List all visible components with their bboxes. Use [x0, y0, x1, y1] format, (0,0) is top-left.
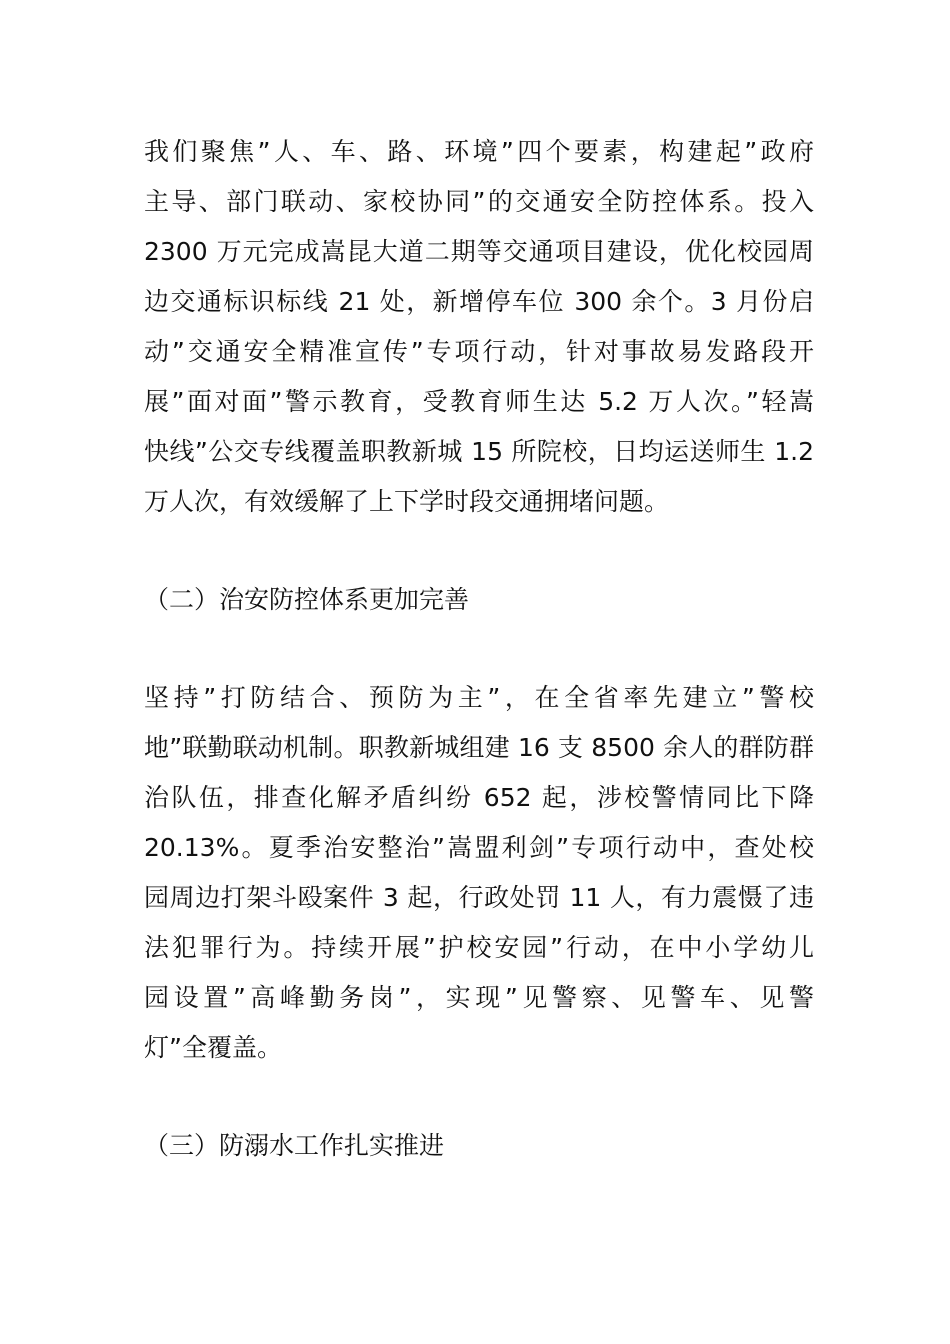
text-line: 万人次，有效缓解了上下学时段交通拥堵问题。: [144, 487, 670, 516]
text-line: 2300 万元完成嵩昆大道二期等交通项目建设，优化校园周: [144, 237, 814, 266]
text-line: 主导、部门联动、家校协同”的交通安全防控体系。投入: [144, 187, 814, 216]
text-line: 灯”全覆盖。: [144, 1033, 282, 1062]
section-heading-security: [144, 575, 814, 625]
paragraph-public-security: [144, 673, 814, 1073]
text-line: 坚持”打防结合、预防为主”，在全省率先建立”警校: [144, 683, 814, 712]
text-line: 园周边打架斗殴案件 3 起，行政处罚 11 人，有力震慑了违: [144, 883, 814, 912]
text-line: 治队伍，排查化解矛盾纠纷 652 起，涉校警情同比下降: [144, 783, 814, 812]
text-line: 动”交通安全精准宣传”专项行动，针对事故易发路段开: [144, 337, 814, 366]
text-line: 地”联勤联动机制。职教新城组建 16 支 8500 余人的群防群: [144, 733, 814, 762]
heading-text: （二）治安防控体系更加完善: [144, 585, 470, 614]
section-heading-drowning-prevention: [144, 1121, 814, 1171]
text-line: 边交通标识标线 21 处，新增停车位 300 余个。3 月份启: [144, 287, 814, 316]
heading-text: （三）防溺水工作扎实推进: [144, 1131, 445, 1160]
text-line: 园设置”高峰勤务岗”，实现”见警察、见警车、见警: [144, 983, 814, 1012]
text-line: 我们聚焦”人、车、路、环境”四个要素，构建起”政府: [144, 137, 814, 166]
text-line: 法犯罪行为。持续开展”护校安园”行动，在中小学幼儿: [144, 933, 814, 962]
text-line: 快线”公交专线覆盖职教新城 15 所院校，日均运送师生 1.2: [144, 437, 814, 466]
text-line: 展”面对面”警示教育，受教育师生达 5.2 万人次。”轻嵩: [144, 387, 814, 416]
paragraph-traffic-safety: [144, 127, 814, 527]
text-line: 20.13%。夏季治安整治”嵩盟利剑”专项行动中，查处校: [144, 833, 814, 862]
